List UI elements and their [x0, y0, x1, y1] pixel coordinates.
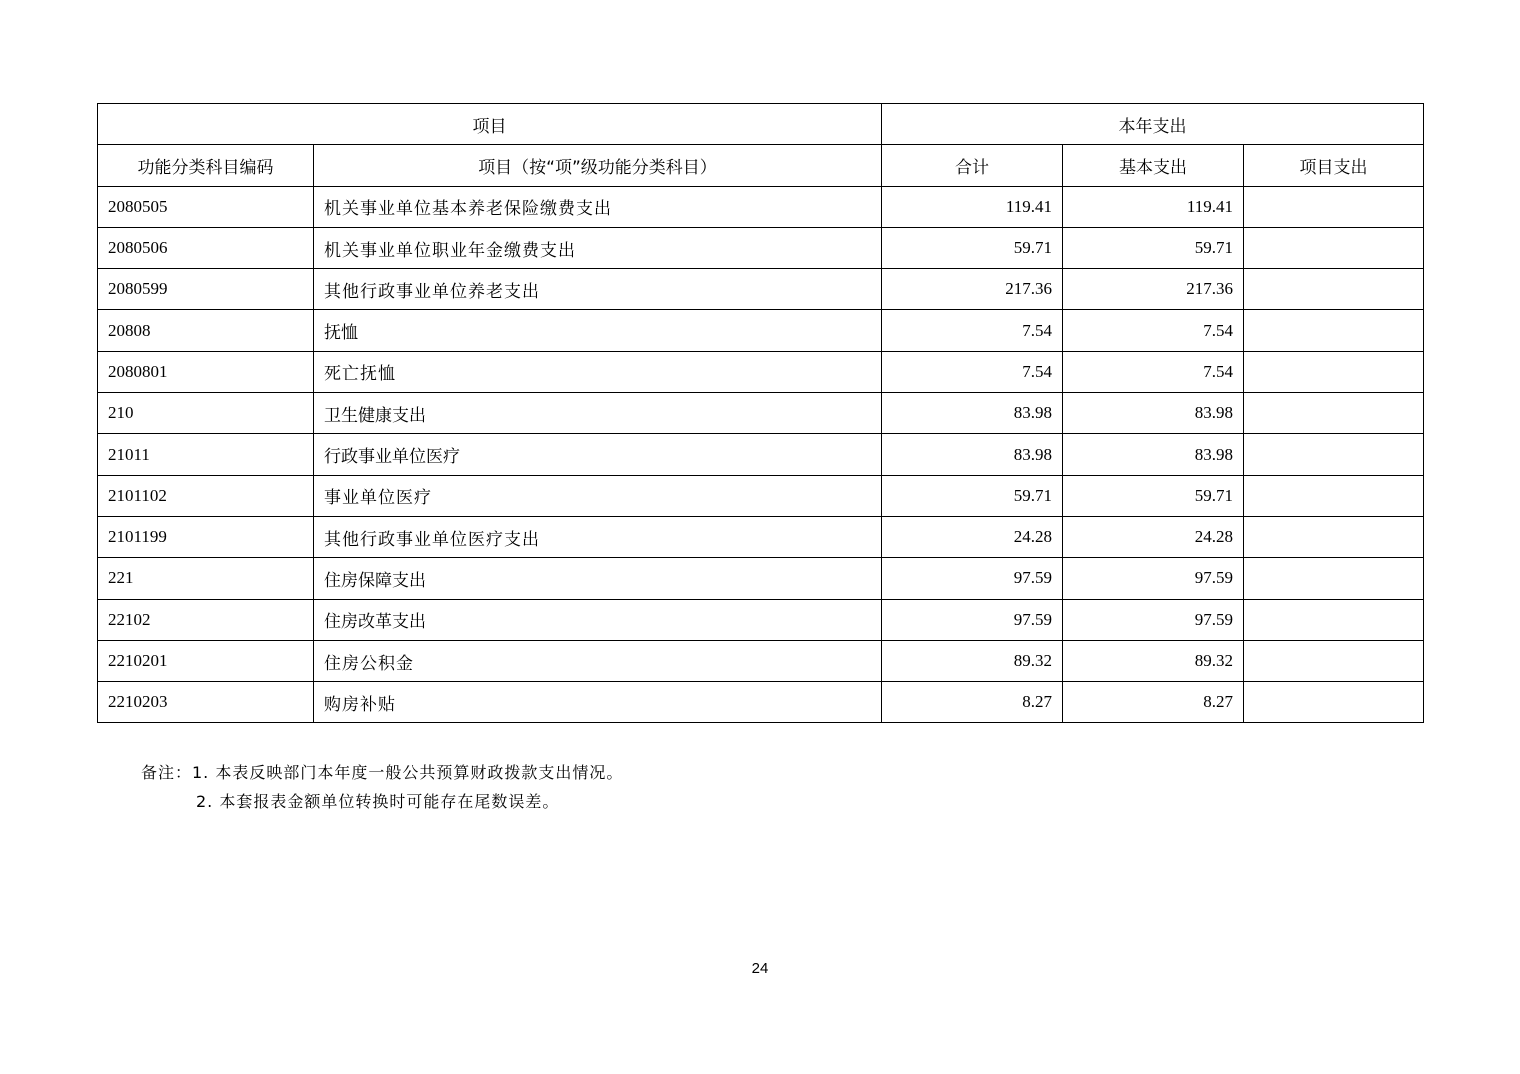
table-row: [98, 682, 1424, 723]
row-basic: 24.28: [1063, 516, 1244, 557]
row-total: 97.59: [882, 599, 1063, 640]
table-row: [98, 558, 1424, 599]
table-row: [98, 640, 1424, 681]
row-code: 2210203: [98, 682, 314, 723]
header-code: 功能分类科目编码: [98, 145, 314, 186]
header-basic: 基本支出: [1063, 145, 1244, 186]
row-total: 217.36: [882, 269, 1063, 310]
row-code: 20808: [98, 310, 314, 351]
header-project-expense: 项目支出: [1244, 145, 1424, 186]
row-code: 21011: [98, 434, 314, 475]
budget-expense-table: [97, 103, 1424, 723]
row-code: 2210201: [98, 640, 314, 681]
row-basic: 59.71: [1063, 475, 1244, 516]
row-project: [1244, 310, 1424, 351]
row-total: 119.41: [882, 186, 1063, 227]
row-basic: 8.27: [1063, 682, 1244, 723]
row-name: 行政事业单位医疗: [314, 434, 882, 475]
row-code: 22102: [98, 599, 314, 640]
row-total: 59.71: [882, 227, 1063, 268]
row-basic: 217.36: [1063, 269, 1244, 310]
table-body: [98, 186, 1424, 723]
row-basic: 83.98: [1063, 393, 1244, 434]
row-code: 2101102: [98, 475, 314, 516]
row-project: [1244, 186, 1424, 227]
row-project: [1244, 227, 1424, 268]
row-code: 2101199: [98, 516, 314, 557]
row-name: 死亡抚恤: [314, 351, 882, 392]
table-row: [98, 516, 1424, 557]
table-row: [98, 475, 1424, 516]
row-total: 97.59: [882, 558, 1063, 599]
row-total: 89.32: [882, 640, 1063, 681]
row-project: [1244, 269, 1424, 310]
row-project: [1244, 599, 1424, 640]
row-code: 2080801: [98, 351, 314, 392]
row-total: 83.98: [882, 434, 1063, 475]
row-basic: 59.71: [1063, 227, 1244, 268]
table-header-row-top: [98, 104, 1424, 145]
row-basic: 83.98: [1063, 434, 1244, 475]
row-code: 2080505: [98, 186, 314, 227]
row-name: 抚恤: [314, 310, 882, 351]
row-total: 7.54: [882, 351, 1063, 392]
header-project: 项目: [98, 104, 882, 145]
row-name: 事业单位医疗: [314, 475, 882, 516]
row-basic: 89.32: [1063, 640, 1244, 681]
row-basic: 7.54: [1063, 351, 1244, 392]
row-basic: 7.54: [1063, 310, 1244, 351]
row-total: 59.71: [882, 475, 1063, 516]
header-total: 合计: [882, 145, 1063, 186]
table-row: [98, 351, 1424, 392]
header-item: 项目（按“项”级功能分类科目）: [314, 145, 882, 186]
row-name: 卫生健康支出: [314, 393, 882, 434]
row-total: 8.27: [882, 682, 1063, 723]
row-total: 83.98: [882, 393, 1063, 434]
row-name: 住房公积金: [314, 640, 882, 681]
row-total: 7.54: [882, 310, 1063, 351]
row-code: 221: [98, 558, 314, 599]
row-project: [1244, 640, 1424, 681]
row-total: 24.28: [882, 516, 1063, 557]
row-code: 210: [98, 393, 314, 434]
row-name: 其他行政事业单位养老支出: [314, 269, 882, 310]
row-name: 机关事业单位职业年金缴费支出: [314, 227, 882, 268]
row-basic: 97.59: [1063, 599, 1244, 640]
row-name: 购房补贴: [314, 682, 882, 723]
row-project: [1244, 475, 1424, 516]
table-row: [98, 269, 1424, 310]
table-row: [98, 310, 1424, 351]
row-project: [1244, 393, 1424, 434]
page-number: 24: [751, 960, 769, 977]
table-row: [98, 393, 1424, 434]
row-name: 其他行政事业单位医疗支出: [314, 516, 882, 557]
row-basic: 97.59: [1063, 558, 1244, 599]
table-row: [98, 599, 1424, 640]
row-basic: 119.41: [1063, 186, 1244, 227]
notes: [141, 758, 623, 816]
row-name: 住房保障支出: [314, 558, 882, 599]
header-current-year-expense: 本年支出: [882, 104, 1424, 145]
row-code: 2080506: [98, 227, 314, 268]
row-project: [1244, 558, 1424, 599]
row-project: [1244, 682, 1424, 723]
row-project: [1244, 434, 1424, 475]
row-code: 2080599: [98, 269, 314, 310]
row-project: [1244, 351, 1424, 392]
table-row: [98, 227, 1424, 268]
row-name: 机关事业单位基本养老保险缴费支出: [314, 186, 882, 227]
table-row: [98, 434, 1424, 475]
row-name: 住房改革支出: [314, 599, 882, 640]
row-project: [1244, 516, 1424, 557]
table-header-row-sub: [98, 145, 1424, 186]
note-line-1: 备注：1. 本表反映部门本年度一般公共预算财政拨款支出情况。: [141, 763, 624, 782]
note-line-2: 2. 本套报表金额单位转换时可能存在尾数误差。: [196, 792, 560, 811]
table-row: [98, 186, 1424, 227]
